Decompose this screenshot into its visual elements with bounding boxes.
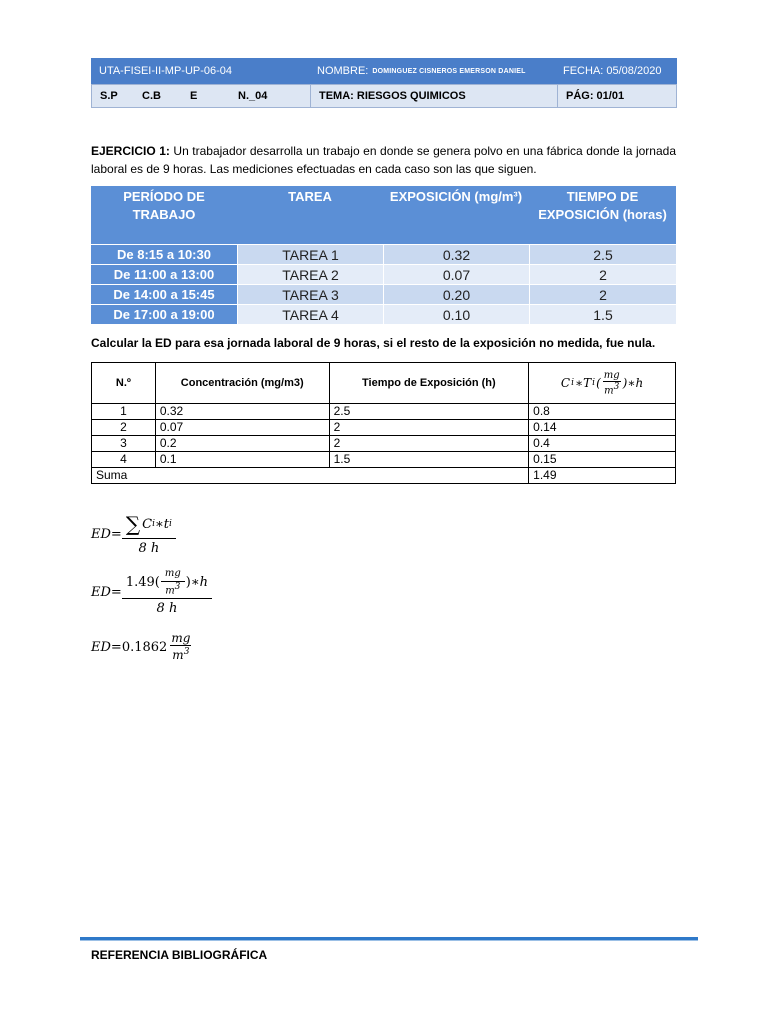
equation-ed-result: ED = 0.1862 $\frac{mg}{m^3}$ xyxy=(91,631,191,662)
product-cell: 0.8 xyxy=(529,404,676,420)
row-number: 2 xyxy=(92,420,156,436)
concentration-cell: 0.1 xyxy=(155,452,329,468)
header-periodo: PERÍODO DE TRABAJO xyxy=(123,189,205,222)
header-tarea: TAREA xyxy=(288,189,332,204)
row-number: 1 xyxy=(92,404,156,420)
periodo-cell: De 17:00 a 19:00 xyxy=(91,304,237,324)
time-cell: 2 xyxy=(329,420,529,436)
time-cell: 2.5 xyxy=(329,404,529,420)
exposure-table-header xyxy=(91,186,676,244)
exposicion-cell: 0.20 xyxy=(383,284,529,304)
page-number: PÁG: 01/01 xyxy=(566,90,625,102)
tiempo-cell: 1.5 xyxy=(529,304,676,324)
exposure-table xyxy=(91,186,676,324)
periodo-cell: De 14:00 a 15:45 xyxy=(91,284,237,304)
author-label: NOMBRE: xyxy=(317,65,369,77)
e-label: E xyxy=(190,90,198,102)
table-row xyxy=(92,452,676,468)
header-product-formula xyxy=(529,363,676,404)
header-top-row xyxy=(91,58,677,84)
exercise-statement xyxy=(91,142,676,178)
header-exposicion: EXPOSICIÓN (mg/m³) xyxy=(389,189,523,204)
header-bottom-row xyxy=(91,84,677,108)
header-tiempo: TIEMPO DE EXPOSICIÓN (horas) xyxy=(538,189,667,222)
table-row xyxy=(91,304,676,324)
tarea-cell: TAREA 1 xyxy=(237,244,383,264)
tiempo-cell: 2 xyxy=(529,264,676,284)
exposicion-cell: 0.07 xyxy=(383,264,529,284)
sum-label: Suma xyxy=(92,468,529,484)
time-cell: 1.5 xyxy=(329,452,529,468)
header-number: N.º xyxy=(92,363,156,404)
tiempo-cell: 2 xyxy=(529,284,676,304)
exposicion-cell: 0.32 xyxy=(383,244,529,264)
tarea-cell: TAREA 4 xyxy=(237,304,383,324)
tarea-cell: TAREA 2 xyxy=(237,264,383,284)
document-date: FECHA: 05/08/2020 xyxy=(563,65,662,77)
table-row xyxy=(92,436,676,452)
table-row xyxy=(92,420,676,436)
row-number: 3 xyxy=(92,436,156,452)
product-cell: 0.15 xyxy=(529,452,676,468)
ed-fraction: ∑ C i ∗t i 8 h xyxy=(122,512,176,556)
header-concentration: Concentración (mg/m3) xyxy=(155,363,329,404)
time-cell: 2 xyxy=(329,436,529,452)
tarea-cell: TAREA 3 xyxy=(237,284,383,304)
sp-label: S.P xyxy=(100,90,118,102)
number-label: N._04 xyxy=(238,90,268,102)
footer-divider-shadow xyxy=(80,940,698,941)
bibliography-heading: REFERENCIA BIBLIOGRÁFICA xyxy=(91,948,268,962)
results-header-row xyxy=(92,363,676,404)
exposicion-cell: 0.10 xyxy=(383,304,529,324)
calculation-prompt: Calcular la ED para esa jornada laboral de 9 horas, si el resto de la exposición no medida, fue nula. xyxy=(91,336,656,350)
sum-value: 1.49 xyxy=(529,468,676,484)
sum-row xyxy=(92,468,676,484)
ed-substitution-fraction: 1.49 ( $\frac{mg}{m^3}$ ) ∗h 8 h xyxy=(122,568,212,616)
table-row xyxy=(92,404,676,420)
author-name: DOMINGUEZ CISNEROS EMERSON DANIEL xyxy=(372,67,526,75)
tiempo-cell: 2.5 xyxy=(529,244,676,264)
table-row xyxy=(91,244,676,264)
product-formula: C i ∗T i ( $\frac{mg}{m^3}$ )∗h xyxy=(560,369,644,397)
concentration-cell: 0.32 xyxy=(155,404,329,420)
cb-label: C.B xyxy=(142,90,161,102)
row-number: 4 xyxy=(92,452,156,468)
product-cell: 0.4 xyxy=(529,436,676,452)
table-row xyxy=(91,284,676,304)
document-header xyxy=(91,58,677,108)
equation-ed-definition: ED = ∑ C i ∗t i 8 h xyxy=(91,512,176,556)
author-field xyxy=(317,65,563,77)
topic-label: TEMA: RIESGOS QUIMICOS xyxy=(319,90,466,102)
exercise-label: EJERCICIO 1: xyxy=(91,144,170,158)
results-table xyxy=(91,362,676,484)
unit-fraction: $\frac{mg}{m^3}$ xyxy=(603,369,620,397)
concentration-cell: 0.07 xyxy=(155,420,329,436)
periodo-cell: De 11:00 a 13:00 xyxy=(91,264,237,284)
table-row xyxy=(91,264,676,284)
sum-in-equation: 1.49 xyxy=(125,574,155,590)
header-time: Tiempo de Exposición (h) xyxy=(329,363,529,404)
product-cell: 0.14 xyxy=(529,420,676,436)
equation-ed-substitution: ED = 1.49 ( $\frac{mg}{m^3}$ ) ∗h 8 h xyxy=(91,568,212,616)
periodo-cell: De 8:15 a 10:30 xyxy=(91,244,237,264)
exercise-text: Un trabajador desarrolla un trabajo en donde se genera polvo en una fábrica donde la jornada laboral es de 9 horas. Las mediciones efectuadas en cada caso son las que siguen. xyxy=(91,144,677,176)
ed-result-value: 0.1862 xyxy=(121,639,168,655)
concentration-cell: 0.2 xyxy=(155,436,329,452)
document-code: UTA-FISEI-II-MP-UP-06-04 xyxy=(99,65,233,77)
